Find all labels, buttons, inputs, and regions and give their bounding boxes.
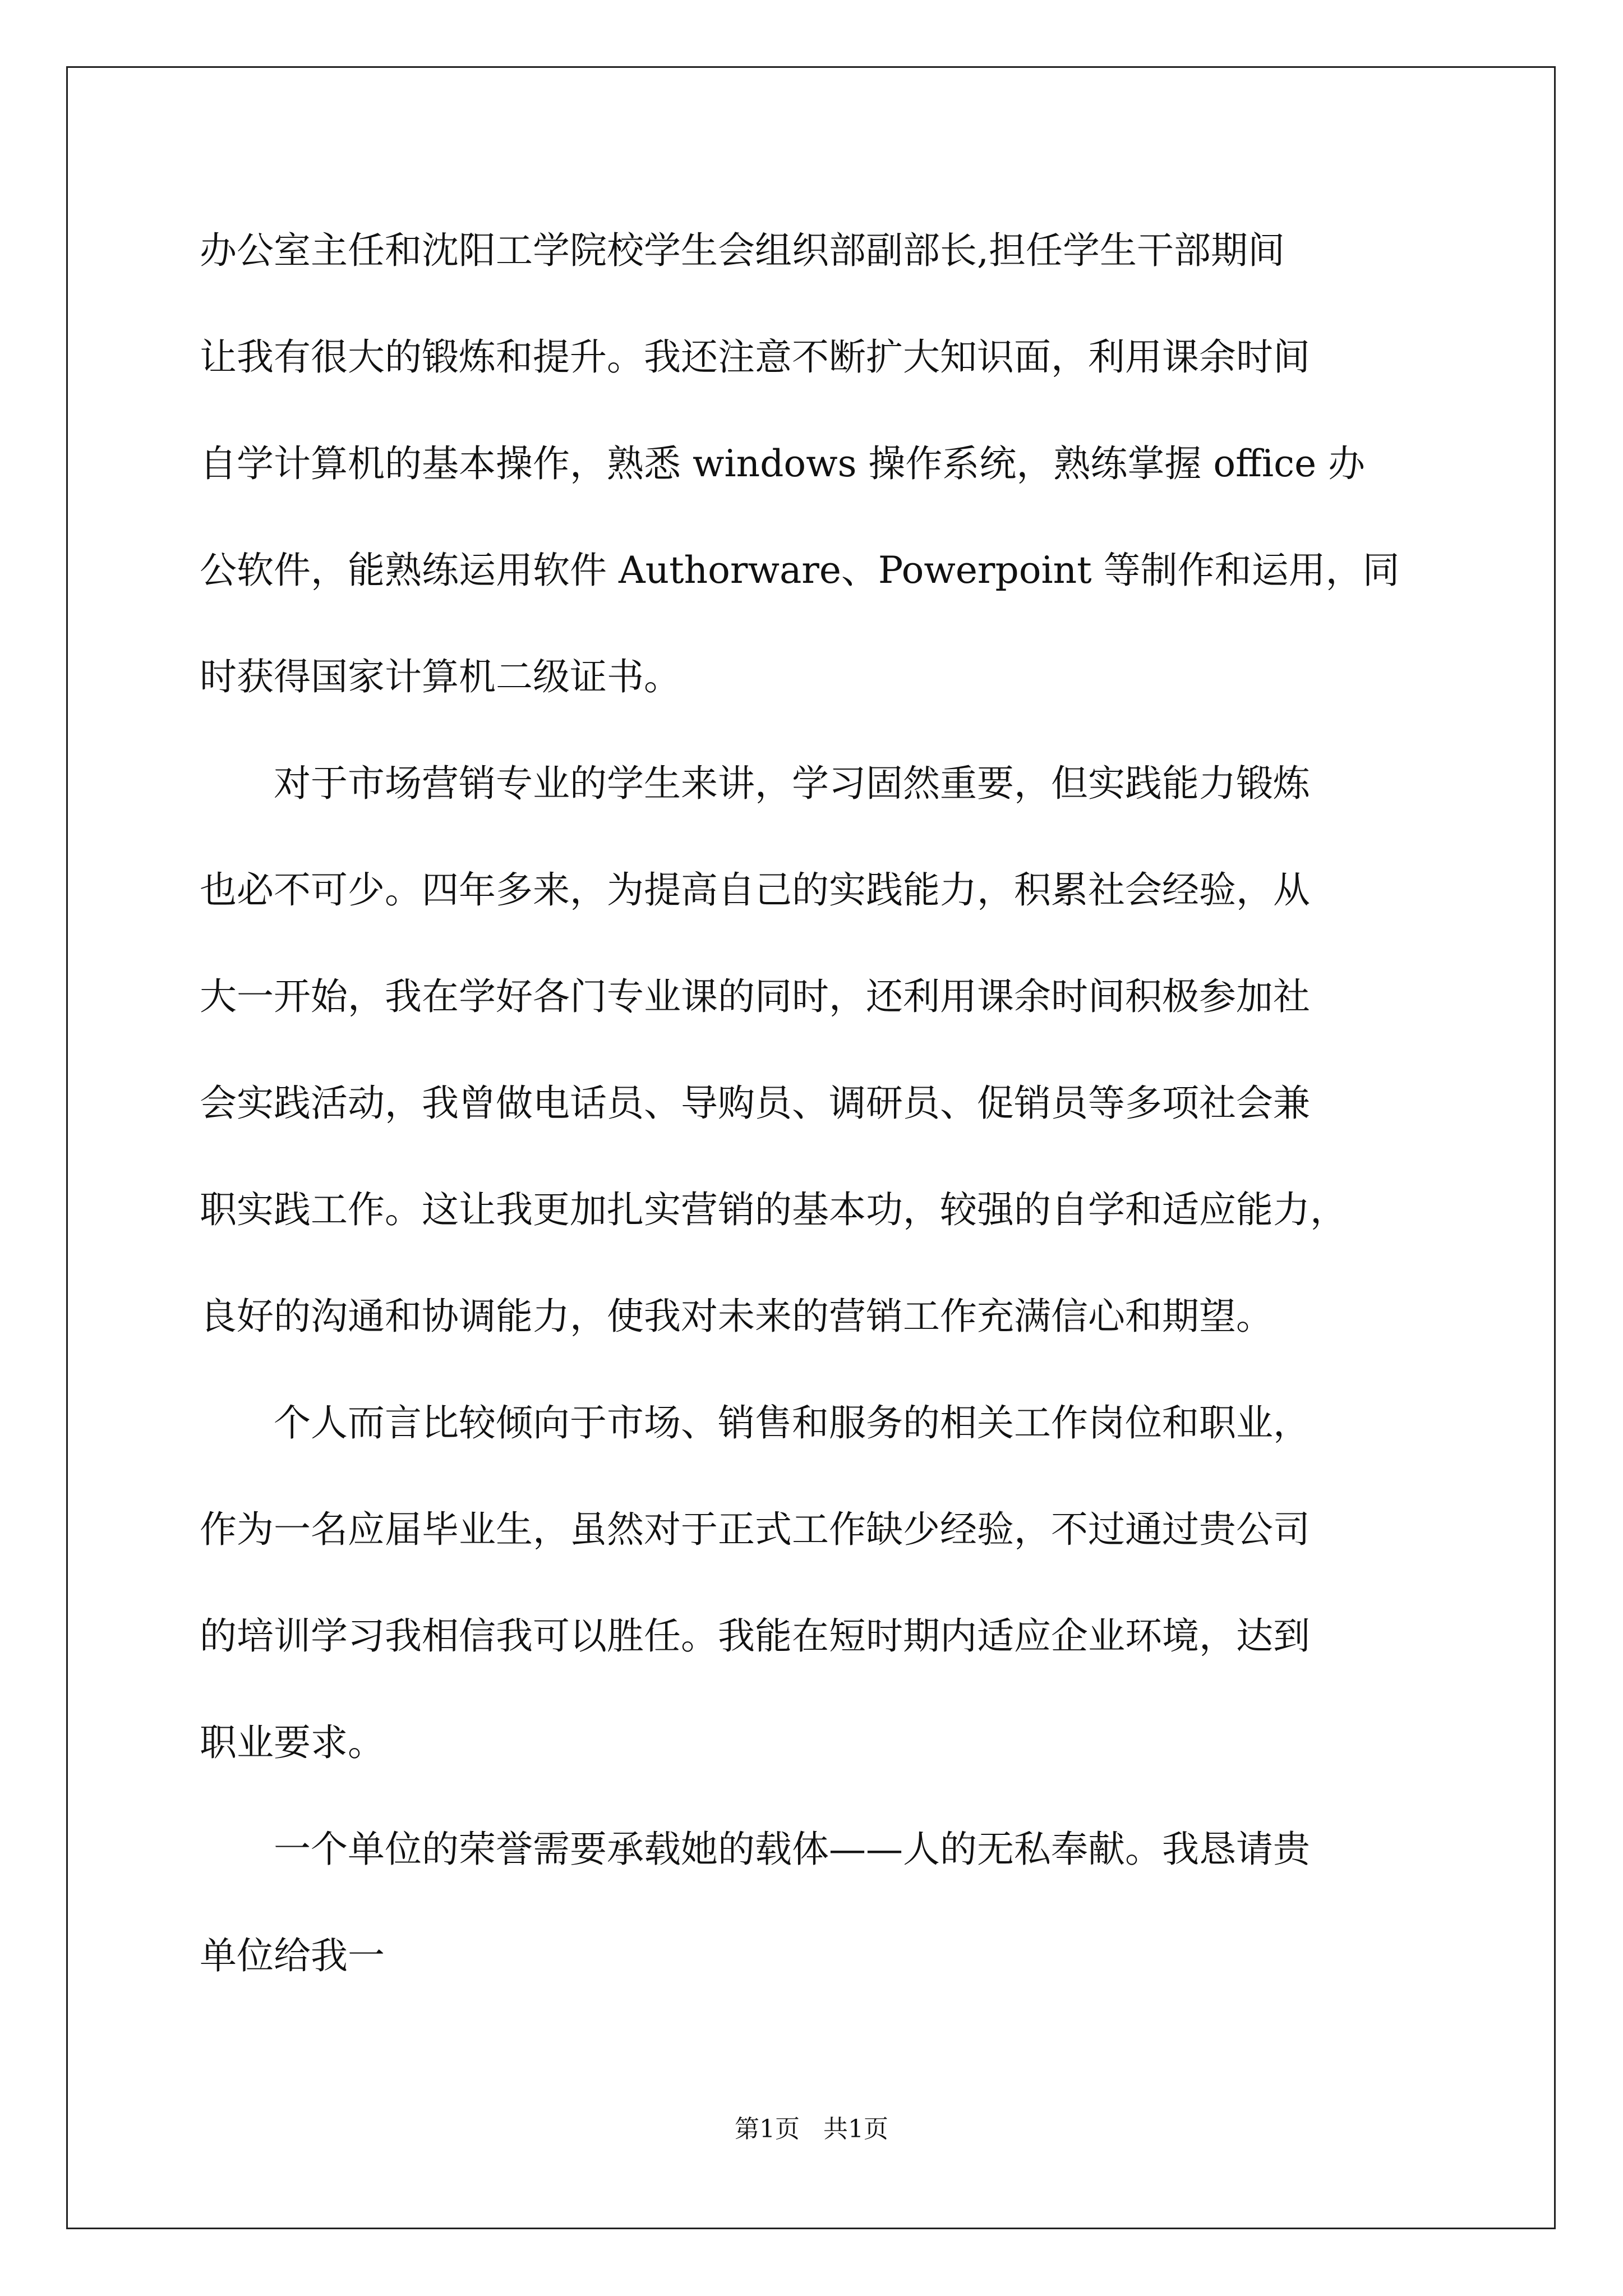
- paragraph-4-first-line: 一个单位的荣誉需要承载她的载体——人的无私奉献。我恳请贵: [274, 1828, 1310, 1871]
- body-line-11: 良好的沟通和协调能力，使我对未来的营销工作充满信心和期望。: [200, 1295, 1273, 1338]
- body-line-5: 时获得国家计算机二级证书。: [200, 655, 681, 698]
- paragraph-2-first-line: 对于市场营销专业的学生来讲，学习固然重要，但实践能力锻炼: [274, 762, 1310, 805]
- page-footer: 第1页 共1页: [735, 2115, 888, 2143]
- body-line-9: 会实践活动，我曾做电话员、导购员、调研员、促销员等多项社会兼: [200, 1082, 1310, 1125]
- body-line-13: 作为一名应届毕业生，虽然对于正式工作缺少经验，不过通过贵公司: [200, 1508, 1310, 1551]
- body-line-2: 让我有很大的锻炼和提升。我还注意不断扩大知识面，利用课余时间: [200, 335, 1310, 379]
- body-line-17: 单位给我一: [200, 1934, 385, 1977]
- body-line-3: 自学计算机的基本操作，熟悉 windows 操作系统，熟练掌握 office 办: [200, 442, 1366, 485]
- body-line-8: 大一开始，我在学好各门专业课的同时，还利用课余时间积极参加社: [200, 975, 1310, 1018]
- body-line-4: 公软件，能熟练运用软件 Authorware、Powerpoint 等制作和运用，同: [200, 549, 1400, 592]
- body-line-1: 办公室主任和沈阳工学院校学生会组织部副部长,担任学生干部期间: [200, 229, 1285, 272]
- paragraph-3-first-line: 个人而言比较倾向于市场、销售和服务的相关工作岗位和职业，: [274, 1401, 1310, 1444]
- body-line-10: 职实践工作。这让我更加扎实营销的基本功，较强的自学和适应能力，: [200, 1188, 1347, 1231]
- body-line-7: 也必不可少。四年多来，为提高自己的实践能力，积累社会经验，从: [200, 868, 1310, 912]
- body-line-15: 职业要求。: [200, 1721, 385, 1764]
- body-line-14: 的培训学习我相信我可以胜任。我能在短时期内适应企业环境，达到: [200, 1614, 1310, 1658]
- page-border: [66, 66, 1556, 2229]
